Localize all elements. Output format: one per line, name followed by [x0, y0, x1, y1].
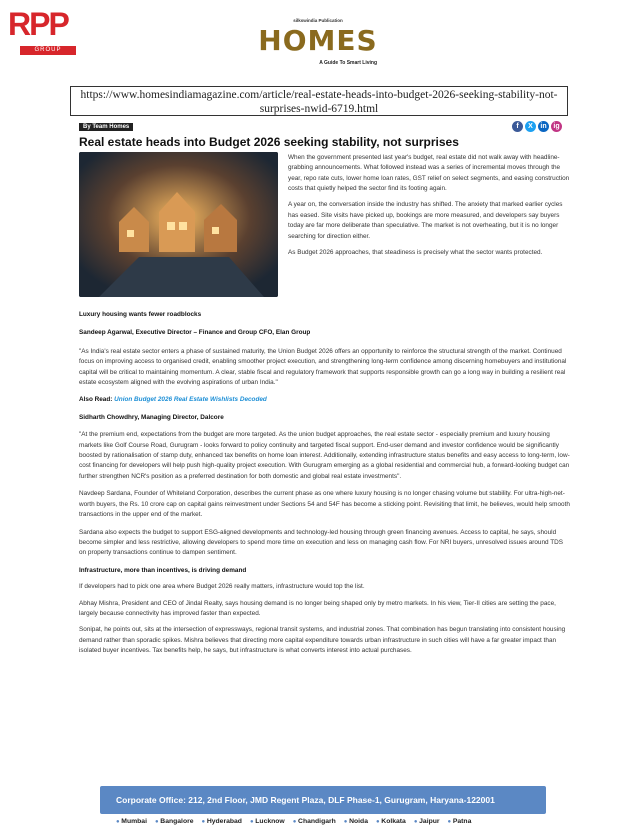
quote-chowdhry: "At the premium end, expectations from the budget are more targeted. As the union budget approaches, the real estate sector - especially premium and luxury housing markets like Golf Course Road, Gurugram - looks forward to policy continuity and targeted fiscal support. End-user demand and investor confidence would be significantly boosted by rationalisation of stamp duty, enhanced tax benefits on home loan interest. Additionally, extending infrastructure status benefits and easy access to long-term, low-cost financing for developers will help push high-quality project execution. With Gurugram emerging as a global residential and commercial hub, a forward-looking budget can further strengthen NCR's position as a preferred destination for both domestic and global real estate investments". — [79, 431, 570, 480]
city-item: ● Hyderabad — [202, 818, 242, 825]
byline-badge: By Team Homes — [79, 123, 133, 131]
intro-paragraph-3: As Budget 2026 approaches, that steadiness is precisely what the sector wants protected. — [288, 248, 543, 256]
homes-magazine-logo — [253, 18, 383, 70]
paragraph-sonipat: Sonipat, he points out, sits at the intersection of expressways, regional transit systems, and industrial zones. That combination has begun translating into consistent housing demand rather than sporadic spikes. Mishra believes that directing more capital expenditure towards urban infrastructure in such cities will have a far greater impact than isolated buyer incentives. Tax benefits help, he says, but infrastructure is what converts interest into actual purchases. — [79, 626, 566, 655]
magazine-tagline: A Guide To Smart Living — [319, 60, 377, 66]
paragraph-infra: If developers had to pick one area where Budget 2026 really matters, infrastructure would top the list. — [79, 583, 365, 591]
instagram-icon[interactable]: ig — [551, 121, 562, 132]
section-heading-luxury: Luxury housing wants fewer roadblocks — [79, 311, 202, 318]
rpp-group-logo — [8, 8, 78, 56]
x-twitter-icon[interactable]: X — [525, 121, 536, 132]
intro-column — [288, 153, 570, 264]
publication-label: silkswindia Publication — [293, 18, 343, 23]
hero-image — [79, 152, 278, 297]
social-share-bar — [512, 121, 562, 132]
magazine-name: HOMES — [258, 24, 378, 57]
linkedin-icon[interactable]: in — [538, 121, 549, 132]
city-item: ● Lucknow — [250, 818, 285, 825]
city-item: ● Patna — [448, 818, 472, 825]
house-models-illustration — [79, 152, 278, 297]
city-item: ● Mumbai — [116, 818, 147, 825]
paragraph-abhay: Abhay Mishra, President and CEO of Jindal Realty, says housing demand is no longer being shaped only by metro markets. In his view, Tier-II cities are setting the pace, largely because connectivity has improved faster than expected. — [79, 599, 556, 617]
city-list — [116, 818, 556, 825]
speaker-chowdhry: Sidharth Chowdhry, Managing Director, Dalcore — [79, 413, 224, 421]
intro-paragraph-2: A year on, the conversation inside the industry has shifted. The anxiety that marked earlier cycles has eased. Site visits have picked up, bookings are more measured, and developers say buyers today are far more deliberate than speculative. The market is not overheating, but it is no longer searching for direction either. — [288, 201, 563, 240]
article-body — [79, 310, 571, 662]
rpp-group-label: GROUP — [20, 46, 76, 55]
city-item: ● Kolkata — [376, 818, 406, 825]
rpp-logo-text: RPP — [8, 6, 68, 42]
city-item: ● Bangalore — [155, 818, 194, 825]
also-read-link[interactable]: Union Budget 2026 Real Estate Wishlists Decoded — [114, 396, 267, 404]
also-read — [79, 395, 571, 405]
article-url[interactable]: https://www.homesindiamagazine.com/article/real-estate-heads-into-budget-2026-seeking-stability-not-surprises-nwid-6719.html — [70, 86, 568, 116]
corporate-office-banner: Corporate Office: 212, 2nd Floor, JMD Regent Plaza, DLF Phase-1, Gurugram, Haryana-122001 — [100, 786, 546, 814]
quote-agarwal: "As India's real estate sector enters a phase of sustained maturity, the Union Budget 2026 offers an opportunity to reinforce the structural strength of the market. Continued focus on improving access to organised credit, enabling smoother project execution, and strengthening long-term confidence among discerning homebuyers and institutional capital will be critical to maintaining momentum. A clear, stable fiscal and regulatory framework that supports responsible growth can go a long way in building a resilient real estate ecosystem aligned with the evolving aspirations of urban India." — [79, 347, 567, 387]
facebook-icon[interactable]: f — [512, 121, 523, 132]
city-item: ● Chandigarh — [293, 818, 336, 825]
paragraph-sardana: Sardana also expects the budget to support ESG-aligned developments and technology-led housing through green financing avenues. Access to capital, he says, should become simpler and less restrictive, allowing developers to spend more time on execution and less on managing cash flow. For NRI buyers, unresolved issues around TDS on property transactions continue to dampen sentiment. — [79, 528, 564, 557]
city-item: ● Jaipur — [414, 818, 440, 825]
paragraph-navdeep: Navdeep Sardana, Founder of Whiteland Corporation, describes the current phase as one where luxury housing is no longer chasing volume but stability. For ultra-high-net-worth buyers, the Rs. 10 crore cap on capital gains reinvestment under Sections 54 and 54F has become a sticking point. Revisiting that limit, he believes, would help smooth transactions in the upper end of the market. — [79, 490, 570, 519]
city-item: ● Noida — [344, 818, 368, 825]
section-heading-infrastructure: Infrastructure, more than incentives, is driving demand — [79, 566, 247, 574]
article-title: Real estate heads into Budget 2026 seeking stability, not surprises — [79, 135, 459, 149]
also-read-label: Also Read: — [79, 396, 113, 404]
speaker-agarwal: Sandeep Agarwal, Executive Director – Finance and Group CFO, Elan Group — [79, 329, 311, 337]
intro-paragraph-1: When the government presented last year's budget, real estate did not walk away with headline-grabbing announcements. What followed instead was a series of incremental moves through the year, repo rate cuts, lower home loan rates, GST relief on select segments, and easing construction costs that quietly helped the sector find its footing again. — [288, 154, 570, 193]
